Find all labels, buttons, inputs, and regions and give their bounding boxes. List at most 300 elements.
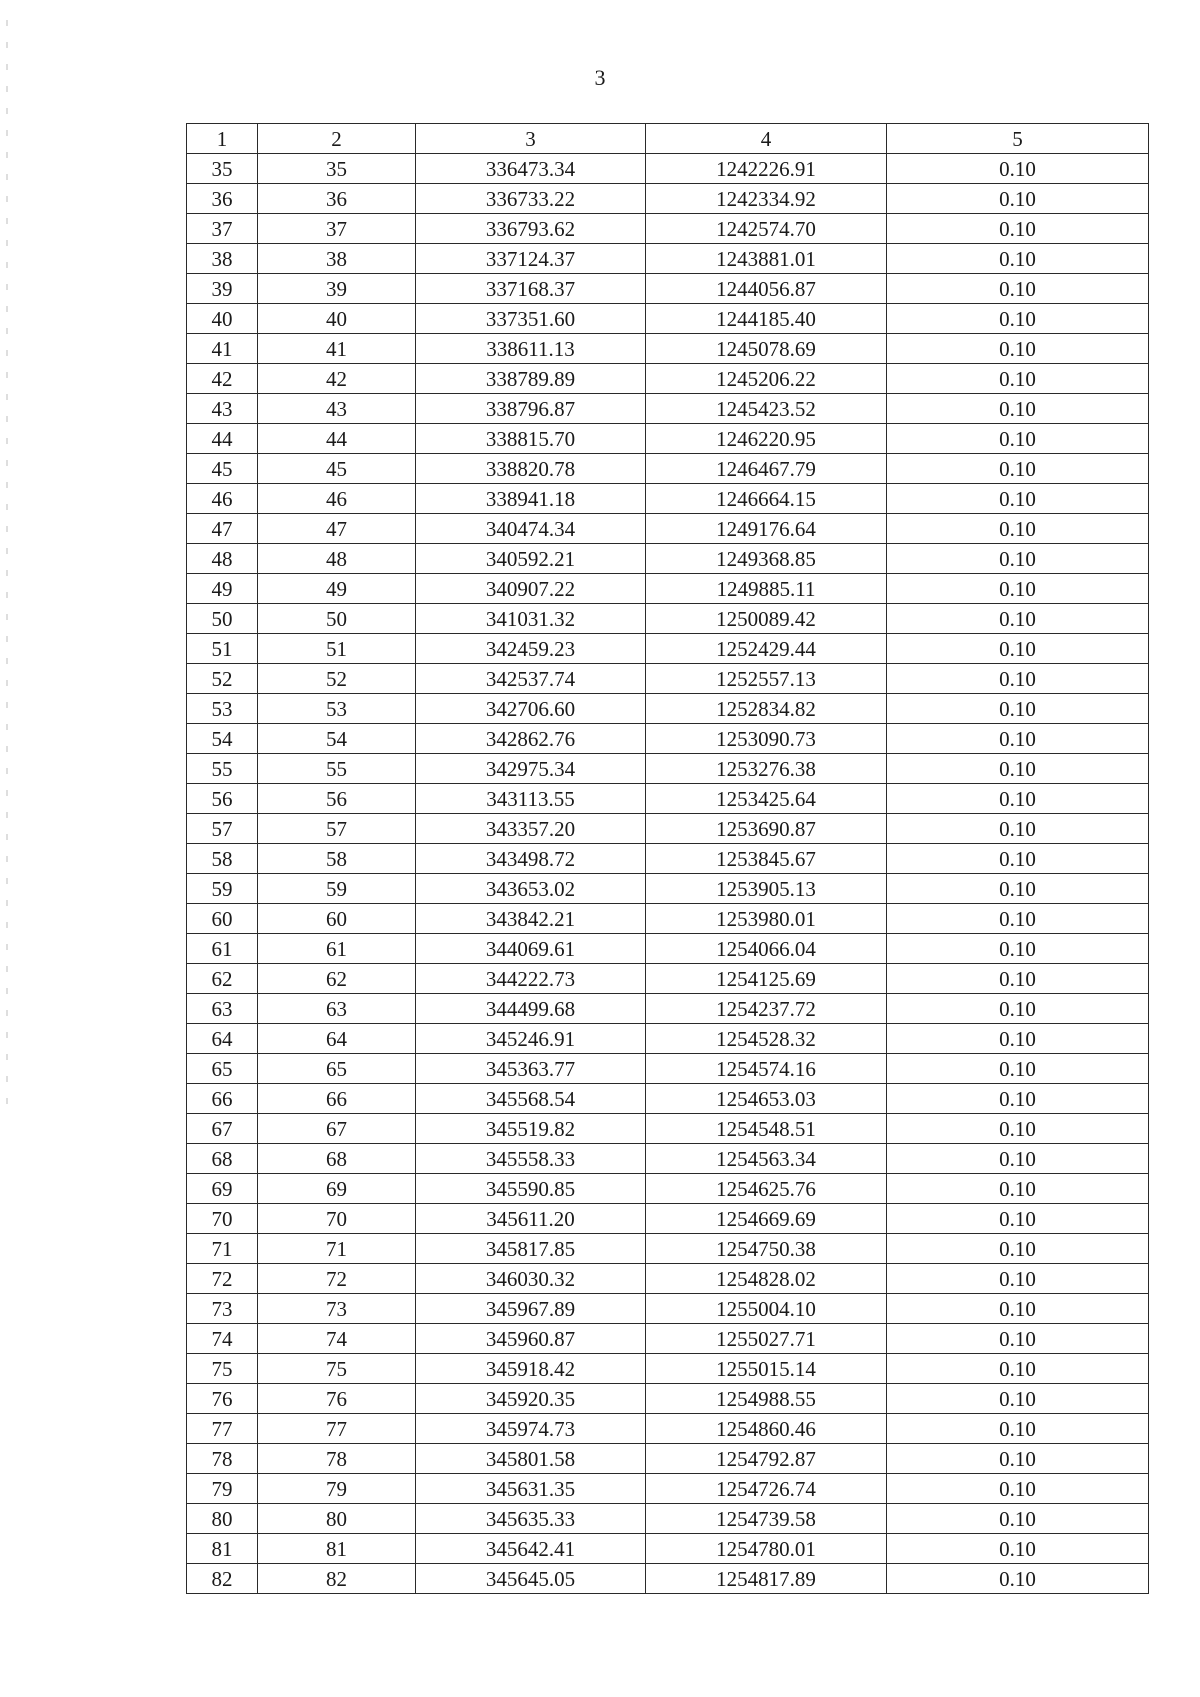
- cell-coordinate-y: 1254528.32: [646, 1024, 887, 1054]
- cell-point-number-repeat: 39: [258, 274, 416, 304]
- cell-coordinate-y: 1255027.71: [646, 1324, 887, 1354]
- cell-coordinate-x: 340474.34: [416, 514, 646, 544]
- cell-point-number: 42: [187, 364, 258, 394]
- table-row: [187, 1174, 1149, 1204]
- cell-tolerance: 0.10: [887, 364, 1149, 394]
- cell-coordinate-x: 345246.91: [416, 1024, 646, 1054]
- table-row: [187, 1384, 1149, 1414]
- cell-coordinate-y: 1254548.51: [646, 1114, 887, 1144]
- cell-point-number: 82: [187, 1564, 258, 1594]
- cell-point-number: 37: [187, 214, 258, 244]
- cell-point-number: 66: [187, 1084, 258, 1114]
- cell-point-number-repeat: 73: [258, 1294, 416, 1324]
- cell-tolerance: 0.10: [887, 334, 1149, 364]
- scan-edge-marks: [6, 20, 8, 1120]
- table-row: [187, 1294, 1149, 1324]
- cell-coordinate-x: 345631.35: [416, 1474, 646, 1504]
- cell-coordinate-x: 345635.33: [416, 1504, 646, 1534]
- cell-point-number: 71: [187, 1234, 258, 1264]
- table-row: [187, 184, 1149, 214]
- cell-coordinate-y: 1250089.42: [646, 604, 887, 634]
- cell-coordinate-y: 1245078.69: [646, 334, 887, 364]
- cell-tolerance: 0.10: [887, 574, 1149, 604]
- coordinates-table-container: [186, 123, 1149, 1594]
- cell-coordinate-x: 338611.13: [416, 334, 646, 364]
- cell-coordinate-x: 342862.76: [416, 724, 646, 754]
- cell-coordinate-x: 345642.41: [416, 1534, 646, 1564]
- cell-tolerance: 0.10: [887, 1024, 1149, 1054]
- cell-tolerance: 0.10: [887, 814, 1149, 844]
- table-row: [187, 454, 1149, 484]
- table-row: [187, 484, 1149, 514]
- table-row: [187, 664, 1149, 694]
- cell-coordinate-y: 1246467.79: [646, 454, 887, 484]
- cell-point-number: 44: [187, 424, 258, 454]
- header-cell-3: 3: [416, 124, 646, 154]
- cell-point-number-repeat: 51: [258, 634, 416, 664]
- cell-coordinate-x: 340907.22: [416, 574, 646, 604]
- cell-coordinate-y: 1254125.69: [646, 964, 887, 994]
- cell-tolerance: 0.10: [887, 1174, 1149, 1204]
- cell-point-number: 81: [187, 1534, 258, 1564]
- cell-coordinate-x: 345960.87: [416, 1324, 646, 1354]
- cell-tolerance: 0.10: [887, 1384, 1149, 1414]
- cell-coordinate-y: 1246664.15: [646, 484, 887, 514]
- cell-point-number: 43: [187, 394, 258, 424]
- cell-coordinate-y: 1254653.03: [646, 1084, 887, 1114]
- table-row: [187, 304, 1149, 334]
- cell-tolerance: 0.10: [887, 394, 1149, 424]
- cell-coordinate-x: 343357.20: [416, 814, 646, 844]
- cell-point-number: 69: [187, 1174, 258, 1204]
- cell-coordinate-y: 1249176.64: [646, 514, 887, 544]
- cell-point-number-repeat: 42: [258, 364, 416, 394]
- cell-point-number-repeat: 53: [258, 694, 416, 724]
- cell-tolerance: 0.10: [887, 1114, 1149, 1144]
- cell-coordinate-y: 1246220.95: [646, 424, 887, 454]
- cell-tolerance: 0.10: [887, 304, 1149, 334]
- cell-coordinate-y: 1253845.67: [646, 844, 887, 874]
- table-row: [187, 814, 1149, 844]
- cell-coordinate-x: 342459.23: [416, 634, 646, 664]
- cell-point-number-repeat: 70: [258, 1204, 416, 1234]
- cell-point-number-repeat: 47: [258, 514, 416, 544]
- cell-coordinate-y: 1254860.46: [646, 1414, 887, 1444]
- cell-coordinate-x: 338820.78: [416, 454, 646, 484]
- cell-coordinate-y: 1253980.01: [646, 904, 887, 934]
- table-row: [187, 694, 1149, 724]
- cell-point-number-repeat: 43: [258, 394, 416, 424]
- cell-tolerance: 0.10: [887, 154, 1149, 184]
- cell-tolerance: 0.10: [887, 754, 1149, 784]
- cell-point-number-repeat: 60: [258, 904, 416, 934]
- cell-point-number: 67: [187, 1114, 258, 1144]
- table-row: [187, 1024, 1149, 1054]
- cell-coordinate-x: 345967.89: [416, 1294, 646, 1324]
- cell-coordinate-x: 345558.33: [416, 1144, 646, 1174]
- table-row: [187, 844, 1149, 874]
- cell-tolerance: 0.10: [887, 1084, 1149, 1114]
- cell-point-number: 64: [187, 1024, 258, 1054]
- cell-tolerance: 0.10: [887, 1294, 1149, 1324]
- cell-tolerance: 0.10: [887, 1354, 1149, 1384]
- cell-point-number-repeat: 45: [258, 454, 416, 484]
- cell-point-number-repeat: 67: [258, 1114, 416, 1144]
- cell-point-number: 52: [187, 664, 258, 694]
- cell-point-number: 36: [187, 184, 258, 214]
- cell-point-number-repeat: 75: [258, 1354, 416, 1384]
- table-row: [187, 1054, 1149, 1084]
- cell-point-number-repeat: 56: [258, 784, 416, 814]
- cell-coordinate-y: 1244056.87: [646, 274, 887, 304]
- cell-coordinate-x: 341031.32: [416, 604, 646, 634]
- cell-coordinate-x: 336733.22: [416, 184, 646, 214]
- cell-point-number-repeat: 71: [258, 1234, 416, 1264]
- cell-tolerance: 0.10: [887, 1234, 1149, 1264]
- cell-point-number-repeat: 36: [258, 184, 416, 214]
- cell-tolerance: 0.10: [887, 904, 1149, 934]
- table-row: [187, 544, 1149, 574]
- table-row: [187, 514, 1149, 544]
- cell-coordinate-x: 345568.54: [416, 1084, 646, 1114]
- cell-point-number-repeat: 61: [258, 934, 416, 964]
- table-row: [187, 244, 1149, 274]
- cell-coordinate-y: 1254739.58: [646, 1504, 887, 1534]
- cell-point-number: 65: [187, 1054, 258, 1084]
- cell-tolerance: 0.10: [887, 934, 1149, 964]
- cell-coordinate-y: 1255015.14: [646, 1354, 887, 1384]
- cell-point-number: 75: [187, 1354, 258, 1384]
- cell-coordinate-x: 344499.68: [416, 994, 646, 1024]
- cell-tolerance: 0.10: [887, 1414, 1149, 1444]
- cell-tolerance: 0.10: [887, 964, 1149, 994]
- cell-coordinate-y: 1254817.89: [646, 1564, 887, 1594]
- cell-tolerance: 0.10: [887, 214, 1149, 244]
- cell-point-number: 56: [187, 784, 258, 814]
- cell-point-number: 72: [187, 1264, 258, 1294]
- table-row: [187, 1204, 1149, 1234]
- cell-tolerance: 0.10: [887, 544, 1149, 574]
- cell-point-number: 55: [187, 754, 258, 784]
- cell-point-number: 76: [187, 1384, 258, 1414]
- cell-point-number-repeat: 40: [258, 304, 416, 334]
- cell-point-number: 45: [187, 454, 258, 484]
- coordinates-table: [186, 123, 1149, 1594]
- cell-point-number: 79: [187, 1474, 258, 1504]
- cell-coordinate-y: 1254988.55: [646, 1384, 887, 1414]
- table-row: [187, 1534, 1149, 1564]
- table-row: [187, 604, 1149, 634]
- cell-point-number: 61: [187, 934, 258, 964]
- cell-point-number: 49: [187, 574, 258, 604]
- table-row: [187, 394, 1149, 424]
- cell-point-number-repeat: 68: [258, 1144, 416, 1174]
- table-row: [187, 1414, 1149, 1444]
- cell-coordinate-x: 345363.77: [416, 1054, 646, 1084]
- cell-coordinate-x: 337124.37: [416, 244, 646, 274]
- cell-tolerance: 0.10: [887, 1264, 1149, 1294]
- cell-point-number: 54: [187, 724, 258, 754]
- cell-point-number-repeat: 50: [258, 604, 416, 634]
- cell-tolerance: 0.10: [887, 844, 1149, 874]
- table-row: [187, 1264, 1149, 1294]
- cell-coordinate-y: 1254792.87: [646, 1444, 887, 1474]
- cell-point-number-repeat: 82: [258, 1564, 416, 1594]
- cell-coordinate-x: 342975.34: [416, 754, 646, 784]
- cell-coordinate-y: 1249368.85: [646, 544, 887, 574]
- cell-point-number: 50: [187, 604, 258, 634]
- cell-coordinate-y: 1254625.76: [646, 1174, 887, 1204]
- cell-point-number-repeat: 55: [258, 754, 416, 784]
- cell-coordinate-x: 343113.55: [416, 784, 646, 814]
- table-row: [187, 1354, 1149, 1384]
- cell-point-number: 57: [187, 814, 258, 844]
- table-row: [187, 964, 1149, 994]
- cell-coordinate-x: 338815.70: [416, 424, 646, 454]
- cell-point-number: 80: [187, 1504, 258, 1534]
- cell-point-number: 62: [187, 964, 258, 994]
- cell-point-number-repeat: 52: [258, 664, 416, 694]
- cell-tolerance: 0.10: [887, 1474, 1149, 1504]
- cell-coordinate-y: 1253425.64: [646, 784, 887, 814]
- cell-point-number: 47: [187, 514, 258, 544]
- table-row: [187, 1474, 1149, 1504]
- cell-tolerance: 0.10: [887, 664, 1149, 694]
- cell-coordinate-y: 1254726.74: [646, 1474, 887, 1504]
- cell-point-number: 41: [187, 334, 258, 364]
- cell-tolerance: 0.10: [887, 1534, 1149, 1564]
- cell-coordinate-y: 1245206.22: [646, 364, 887, 394]
- cell-coordinate-y: 1242574.70: [646, 214, 887, 244]
- cell-coordinate-x: 343842.21: [416, 904, 646, 934]
- cell-coordinate-x: 346030.32: [416, 1264, 646, 1294]
- cell-coordinate-x: 336473.34: [416, 154, 646, 184]
- cell-coordinate-x: 340592.21: [416, 544, 646, 574]
- table-row: [187, 724, 1149, 754]
- table-body: [187, 154, 1149, 1594]
- cell-point-number: 78: [187, 1444, 258, 1474]
- cell-coordinate-x: 344069.61: [416, 934, 646, 964]
- cell-tolerance: 0.10: [887, 784, 1149, 814]
- cell-point-number: 73: [187, 1294, 258, 1324]
- cell-point-number: 60: [187, 904, 258, 934]
- cell-point-number: 48: [187, 544, 258, 574]
- cell-coordinate-y: 1254750.38: [646, 1234, 887, 1264]
- cell-point-number-repeat: 57: [258, 814, 416, 844]
- cell-point-number-repeat: 74: [258, 1324, 416, 1354]
- table-row: [187, 334, 1149, 364]
- cell-coordinate-x: 338789.89: [416, 364, 646, 394]
- table-header: [187, 124, 1149, 154]
- cell-coordinate-y: 1253276.38: [646, 754, 887, 784]
- cell-tolerance: 0.10: [887, 1204, 1149, 1234]
- cell-point-number-repeat: 77: [258, 1414, 416, 1444]
- cell-tolerance: 0.10: [887, 514, 1149, 544]
- table-row: [187, 214, 1149, 244]
- cell-point-number-repeat: 35: [258, 154, 416, 184]
- cell-tolerance: 0.10: [887, 244, 1149, 274]
- cell-coordinate-x: 345920.35: [416, 1384, 646, 1414]
- cell-coordinate-x: 345974.73: [416, 1414, 646, 1444]
- table-row: [187, 1324, 1149, 1354]
- cell-point-number-repeat: 80: [258, 1504, 416, 1534]
- cell-coordinate-y: 1252557.13: [646, 664, 887, 694]
- cell-point-number-repeat: 46: [258, 484, 416, 514]
- cell-tolerance: 0.10: [887, 724, 1149, 754]
- cell-coordinate-y: 1254780.01: [646, 1534, 887, 1564]
- cell-coordinate-x: 336793.62: [416, 214, 646, 244]
- page-number: 3: [594, 65, 606, 90]
- cell-coordinate-y: 1254237.72: [646, 994, 887, 1024]
- cell-point-number: 68: [187, 1144, 258, 1174]
- table-row: [187, 934, 1149, 964]
- cell-point-number: 46: [187, 484, 258, 514]
- table-row: [187, 364, 1149, 394]
- header-cell-4: 4: [646, 124, 887, 154]
- cell-point-number-repeat: 76: [258, 1384, 416, 1414]
- cell-point-number: 40: [187, 304, 258, 334]
- cell-point-number-repeat: 69: [258, 1174, 416, 1204]
- cell-point-number: 58: [187, 844, 258, 874]
- cell-point-number-repeat: 78: [258, 1444, 416, 1474]
- cell-coordinate-y: 1243881.01: [646, 244, 887, 274]
- cell-tolerance: 0.10: [887, 1564, 1149, 1594]
- cell-coordinate-y: 1253905.13: [646, 874, 887, 904]
- table-row: [187, 274, 1149, 304]
- table-row: [187, 1234, 1149, 1264]
- cell-coordinate-x: 338796.87: [416, 394, 646, 424]
- cell-coordinate-x: 345590.85: [416, 1174, 646, 1204]
- cell-coordinate-y: 1242334.92: [646, 184, 887, 214]
- cell-point-number: 53: [187, 694, 258, 724]
- header-cell-5: 5: [887, 124, 1149, 154]
- table-row: [187, 154, 1149, 184]
- cell-coordinate-x: 342706.60: [416, 694, 646, 724]
- cell-point-number-repeat: 44: [258, 424, 416, 454]
- cell-tolerance: 0.10: [887, 1324, 1149, 1354]
- cell-point-number-repeat: 62: [258, 964, 416, 994]
- cell-tolerance: 0.10: [887, 424, 1149, 454]
- cell-coordinate-x: 345645.05: [416, 1564, 646, 1594]
- cell-point-number-repeat: 54: [258, 724, 416, 754]
- cell-point-number-repeat: 72: [258, 1264, 416, 1294]
- cell-point-number-repeat: 65: [258, 1054, 416, 1084]
- cell-coordinate-y: 1255004.10: [646, 1294, 887, 1324]
- cell-coordinate-x: 345801.58: [416, 1444, 646, 1474]
- cell-coordinate-y: 1254828.02: [646, 1264, 887, 1294]
- table-row: [187, 1084, 1149, 1114]
- cell-point-number: 77: [187, 1414, 258, 1444]
- header-row: [187, 124, 1149, 154]
- cell-coordinate-y: 1242226.91: [646, 154, 887, 184]
- cell-coordinate-y: 1249885.11: [646, 574, 887, 604]
- cell-tolerance: 0.10: [887, 184, 1149, 214]
- cell-tolerance: 0.10: [887, 484, 1149, 514]
- cell-tolerance: 0.10: [887, 454, 1149, 484]
- cell-coordinate-y: 1254563.34: [646, 1144, 887, 1174]
- cell-coordinate-y: 1252834.82: [646, 694, 887, 724]
- cell-point-number-repeat: 49: [258, 574, 416, 604]
- table-row: [187, 904, 1149, 934]
- cell-tolerance: 0.10: [887, 1144, 1149, 1174]
- cell-tolerance: 0.10: [887, 604, 1149, 634]
- cell-coordinate-x: 343498.72: [416, 844, 646, 874]
- cell-point-number: 74: [187, 1324, 258, 1354]
- cell-coordinate-x: 343653.02: [416, 874, 646, 904]
- cell-coordinate-y: 1253690.87: [646, 814, 887, 844]
- table-row: [187, 1114, 1149, 1144]
- table-row: [187, 754, 1149, 784]
- cell-coordinate-y: 1252429.44: [646, 634, 887, 664]
- cell-point-number-repeat: 59: [258, 874, 416, 904]
- table-row: [187, 994, 1149, 1024]
- cell-point-number-repeat: 64: [258, 1024, 416, 1054]
- cell-point-number-repeat: 58: [258, 844, 416, 874]
- cell-tolerance: 0.10: [887, 1054, 1149, 1084]
- cell-point-number: 51: [187, 634, 258, 664]
- cell-coordinate-x: 344222.73: [416, 964, 646, 994]
- cell-coordinate-x: 337351.60: [416, 304, 646, 334]
- cell-point-number: 35: [187, 154, 258, 184]
- cell-coordinate-y: 1245423.52: [646, 394, 887, 424]
- cell-tolerance: 0.10: [887, 1504, 1149, 1534]
- table-row: [187, 1444, 1149, 1474]
- cell-coordinate-y: 1244185.40: [646, 304, 887, 334]
- cell-point-number: 59: [187, 874, 258, 904]
- cell-coordinate-x: 345611.20: [416, 1204, 646, 1234]
- cell-point-number: 38: [187, 244, 258, 274]
- cell-coordinate-y: 1254669.69: [646, 1204, 887, 1234]
- cell-tolerance: 0.10: [887, 634, 1149, 664]
- cell-coordinate-x: 338941.18: [416, 484, 646, 514]
- cell-point-number-repeat: 37: [258, 214, 416, 244]
- cell-point-number-repeat: 79: [258, 1474, 416, 1504]
- cell-coordinate-x: 342537.74: [416, 664, 646, 694]
- cell-coordinate-x: 345519.82: [416, 1114, 646, 1144]
- header-cell-2: 2: [258, 124, 416, 154]
- cell-coordinate-x: 345918.42: [416, 1354, 646, 1384]
- cell-coordinate-y: 1254066.04: [646, 934, 887, 964]
- cell-tolerance: 0.10: [887, 274, 1149, 304]
- cell-point-number-repeat: 48: [258, 544, 416, 574]
- cell-tolerance: 0.10: [887, 874, 1149, 904]
- cell-point-number-repeat: 41: [258, 334, 416, 364]
- table-row: [187, 1144, 1149, 1174]
- cell-point-number-repeat: 66: [258, 1084, 416, 1114]
- header-cell-1: 1: [187, 124, 258, 154]
- cell-tolerance: 0.10: [887, 694, 1149, 724]
- cell-point-number: 39: [187, 274, 258, 304]
- cell-coordinate-y: 1253090.73: [646, 724, 887, 754]
- table-row: [187, 1564, 1149, 1594]
- cell-coordinate-y: 1254574.16: [646, 1054, 887, 1084]
- table-row: [187, 634, 1149, 664]
- cell-point-number-repeat: 38: [258, 244, 416, 274]
- table-row: [187, 424, 1149, 454]
- cell-point-number: 70: [187, 1204, 258, 1234]
- cell-tolerance: 0.10: [887, 1444, 1149, 1474]
- cell-coordinate-x: 345817.85: [416, 1234, 646, 1264]
- cell-coordinate-x: 337168.37: [416, 274, 646, 304]
- table-row: [187, 874, 1149, 904]
- cell-point-number-repeat: 81: [258, 1534, 416, 1564]
- table-row: [187, 574, 1149, 604]
- table-row: [187, 784, 1149, 814]
- table-row: [187, 1504, 1149, 1534]
- cell-point-number-repeat: 63: [258, 994, 416, 1024]
- cell-tolerance: 0.10: [887, 994, 1149, 1024]
- cell-point-number: 63: [187, 994, 258, 1024]
